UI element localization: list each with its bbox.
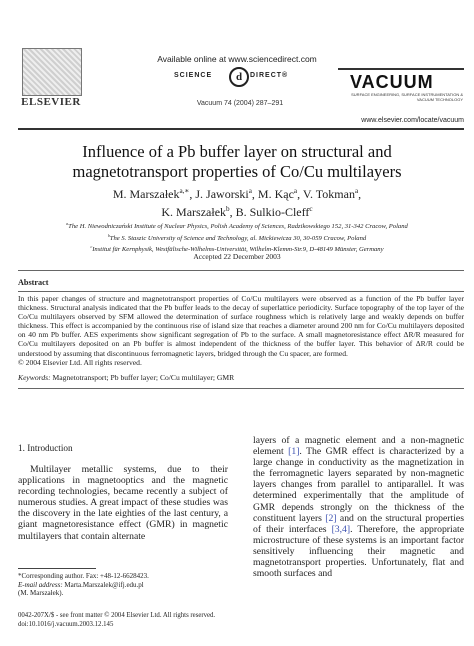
author-4-sup: a xyxy=(354,187,359,195)
article-title xyxy=(20,142,454,182)
journal-name: VACUUM xyxy=(350,72,434,92)
email-address[interactable]: Marta.Marszalek@ifj.edu.pl xyxy=(64,580,144,589)
abstract-heading: Abstract xyxy=(18,278,49,287)
title-line-1: Influence of a Pb buffer layer on structural and xyxy=(82,142,392,161)
author-2: , J. Jaworski xyxy=(189,187,249,201)
intro-left-column: Multilayer metallic systems, due to their applications in magnetooptics and the magnetic recording technologies, became recently a subject of numerous studies. A great impact of these studies was the discovery in the late eighties of the last century, a giant magnetoresistance effect (GMR) in magnetic multilayers that contain alternate xyxy=(18,464,228,542)
ref-link-1[interactable]: [1] xyxy=(288,446,300,458)
bottom-meta xyxy=(18,612,258,629)
journal-subtitle: SURFACE ENGINEERING, SURFACE INSTRUMENTATION & VACUUM TECHNOLOGY xyxy=(351,92,463,102)
right-para-c: and on the structural properties of their interfaces xyxy=(253,512,464,535)
title-line-2: magnetotransport properties of Co/Cu multilayers xyxy=(72,162,402,181)
journal-url[interactable]: www.elsevier.com/locate/vacuum xyxy=(361,117,464,124)
author-3-sup: a xyxy=(293,187,298,195)
ref-link-3[interactable]: [3,4] xyxy=(331,523,351,535)
section-heading: 1. Introduction xyxy=(18,443,73,453)
affiliation-c: Institut für Kernphysik, Westfälische-Wilhelms-Universität, Wilhelm-Klemm-Str.9, D-48149 Münster, Germany xyxy=(92,246,384,254)
author-6-sup: c xyxy=(309,204,313,213)
author-5: K. Marszałek xyxy=(161,204,227,219)
keywords-label: Keywords: xyxy=(18,373,51,382)
doi-line: doi:10.1016/j.vacuum.2003.12.145 xyxy=(18,620,114,628)
affiliations: $^a$The H. Niewodniczański Institute of Nuclear Physics, Polish Academy of Sciences, Radzikowskiego 152, 31-342 Cracow, Poland $^b$The S. Staszic University of Science and Technology, al. Mickiewicza 30, 30-059 Cracow, Poland $^c$Institut für Kernphysik, Westfälische-Wilhelms-Universität, Wilhelm-Klemm-Str.9, D-48149 Münster, Germany xyxy=(66,221,408,254)
journal-logo-rule xyxy=(338,68,464,70)
author-6: , B. Sulkio-Cleff xyxy=(229,204,310,219)
right-para-d: . Therefore, the appropriate microstructure of these systems is an important factor sensitively influencing their magnetic and magnetotransport properties. Unfortunately, flat and smooth surfaces and xyxy=(253,523,464,580)
elsevier-tree-logo xyxy=(22,48,82,96)
sd-logo-mark: d xyxy=(229,67,249,87)
accepted-date: Accepted 22 December 2003 xyxy=(193,252,281,261)
author-3: , M. Kąc xyxy=(251,187,294,201)
author-1: M. Marszałek xyxy=(112,187,180,201)
publisher-name: ELSEVIER xyxy=(21,96,81,108)
journal-reference: Vacuum 74 (2004) 287–291 xyxy=(196,100,284,107)
footnote xyxy=(18,572,228,598)
abstract-divider xyxy=(18,291,464,292)
header-divider xyxy=(18,128,464,130)
abstract-copyright: © 2004 Elsevier Ltd. All rights reserved. xyxy=(18,357,142,367)
issn-line: 0042-207X/$ - see front matter © 2004 Elsevier Ltd. All rights reserved. xyxy=(18,612,216,619)
keywords xyxy=(18,373,464,382)
right-para-b: . The GMR effect is characterized by a large change in conductivity as the magnetization in the ferromagnetic layers separated by non-magnetic layers changes from parallel to antiparallel. It was determined experimentally that the amplitude of GMR depends strongly on the thickness of the constituent layers xyxy=(253,446,464,524)
footnote-rule xyxy=(18,568,96,569)
keywords-list: Magnetotransport; Pb buffer layer; Co/Cu multilayer; GMR xyxy=(52,373,235,382)
divider-above-abstract xyxy=(18,270,464,271)
sciencedirect-logo xyxy=(174,67,304,85)
author-list: M. Marszałek$^{a,∗}$, J. Jaworski$^a$, M. Kąc$^a$, V. Tokman$^a$, K. Marszałek$^b$, B. Sulkio-Cleff$^c$ xyxy=(112,187,362,219)
email-label: E-mail address: xyxy=(18,580,63,589)
sd-logo-right: DIRECT® xyxy=(250,72,289,79)
available-online: Available online at www.sciencedirect.com xyxy=(157,54,317,64)
author-2-sup: a xyxy=(248,187,252,195)
affiliation-a: The H. Niewodniczański Institute of Nuclear Physics, Polish Academy of Sciences, Radzikowskiego 152, 31-342 Cracow, Poland xyxy=(68,223,408,231)
sd-logo-left: SCIENCE xyxy=(174,72,213,79)
author-5-sup: b xyxy=(226,204,230,213)
author-4: , V. Tokman xyxy=(297,187,355,201)
author-1-sup: a,∗ xyxy=(179,187,190,195)
right-para-a: layers of a magnetic element and a non-magnetic element xyxy=(253,435,464,458)
abstract-body xyxy=(18,294,464,367)
ref-link-2[interactable]: [2] xyxy=(325,512,337,524)
corresponding-name: (M. Marszałek). xyxy=(18,589,64,597)
abstract-text: In this paper changes of structure and magnetotransport properties of Co/Cu multilayers were observed as a function of the Pb buffer layer thickness. Structural analysis indicated that the Pb buffer leads to the decay of superlattice periodicity. Surface topography of the top layer of the Co/Cu multilayers observed by SFM allowed the determination of surface roughness which is relatively large and weakly depends on buffer thickness. This effect is accompanied by the continuous rise of island size that reaches a diameter around 200 nm for Co/Cu multilayers deposited on 40 nm Pb buffer. AES experiments show significant segregation of Pb to the surface. A small magnetoresistance effect ΔR/R measured for Co/Cu multilayers deposited on an Pb buffer is almost independent of the thickness of the buffer layer. This behavior of ΔR/R could be understood by assuming that discontinuous ferromagnetic layers, bridged through the Cu spacer, are formed. xyxy=(18,294,464,358)
divider-below-keywords xyxy=(18,388,464,389)
affiliation-b: The S. Staszic University of Science and Technology, al. Mickiewicza 30, 30-059 Cracow, Poland xyxy=(109,234,367,242)
corresponding-author: *Corresponding author. Fax: +48-12-6628423. xyxy=(18,572,149,580)
intro-right-column xyxy=(253,435,464,579)
